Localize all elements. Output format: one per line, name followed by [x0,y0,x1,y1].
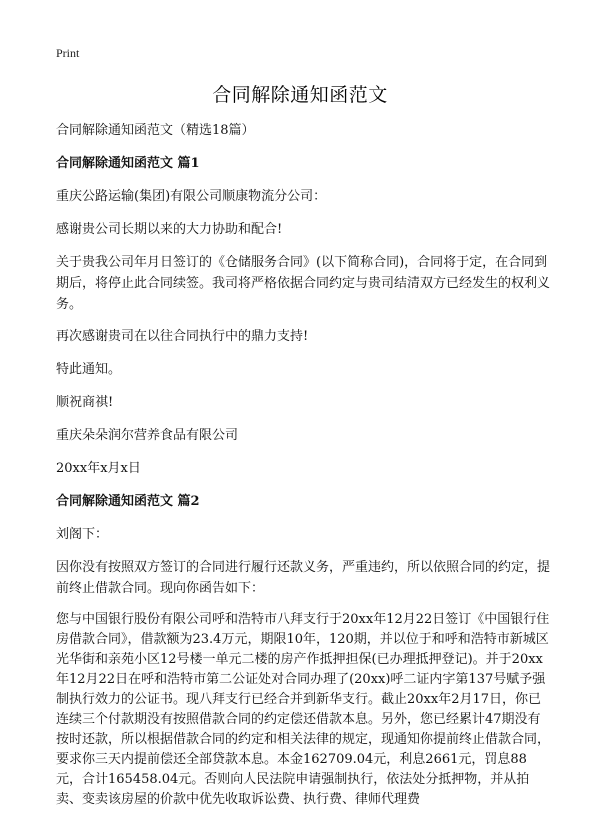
document-subtitle: 合同解除通知函范文（精选18篇） [56,123,255,138]
section-1-thanks-again: 再次感谢贵司在以往合同执行中的鼎力支持! [56,329,309,344]
section-1-closing: 顺祝商祺! [56,395,114,410]
section-1-thanks: 感谢贵公司长期以来的大力协助和配合! [56,222,283,237]
section-1-date: 20xx年x月x日 [56,461,141,476]
section-2-paragraph-2: 您与中国银行股份有限公司呼和浩特市八拜支行于20xx年12月22日签订《中国银行住房借款合同》，借款额为23.4万元，期限10年，120期，并以位于和呼和浩特市新城区光华街和亲苑小区12号楼一单元二楼的房产作抵押担保(已办理抵押登记)。并于20xx年12月22日在呼和浩特市第二公证处对合同办理了(20xx)呼二证内字第137号赋予强制执行效力的公证书。现八拜支行已经合并到新华支行。截止20xx年2月17日，你已连续三个付款期没有按照借款合同的约定偿还借款本息。另外，您已经累计47期没有按时还款，所以根据借款合同的约定和相关法律的规定，现通知你提前终止借款合同，要求你三天内提前偿还全部贷款本息。本金162709.04元，利息2661元，罚息88元，合计165458.04元。否则向人民法院申请强制执行，依法处分抵押物，并从拍卖、变卖该房屋的价款中优先收取诉讼费、执行费、律师代理费 [56,612,551,807]
print-label: Print [56,46,80,60]
section-1-addressee: 重庆公路运输(集团)有限公司顺康物流分公司： [56,189,327,204]
section-2-paragraph-1: 因你没有按照双方签订的合同进行履行还款义务，严重违约，所以依照合同的约定，提前终止借款合同。现向你函告如下： [56,560,551,596]
section-2-heading: 合同解除通知函范文 篇2 [56,494,200,509]
section-1-sender: 重庆朵朵润尔营养食品有限公司 [56,428,239,443]
document-body [56,120,552,821]
section-1-heading: 合同解除通知函范文 篇1 [56,156,200,171]
section-1-notice: 特此通知。 [56,362,122,377]
section-1-body: 关于贵我公司年月日签订的《仓储服务合同》(以下简称合同)，合同将于定，在合同到期后，将停止此合同续签。我司将严格依据合同约定与贵司结清双方已经发生的权利义务。 [56,255,551,312]
document-title: 合同解除通知函范文 [212,84,388,106]
section-2-addressee: 刘阁下： [56,527,109,542]
